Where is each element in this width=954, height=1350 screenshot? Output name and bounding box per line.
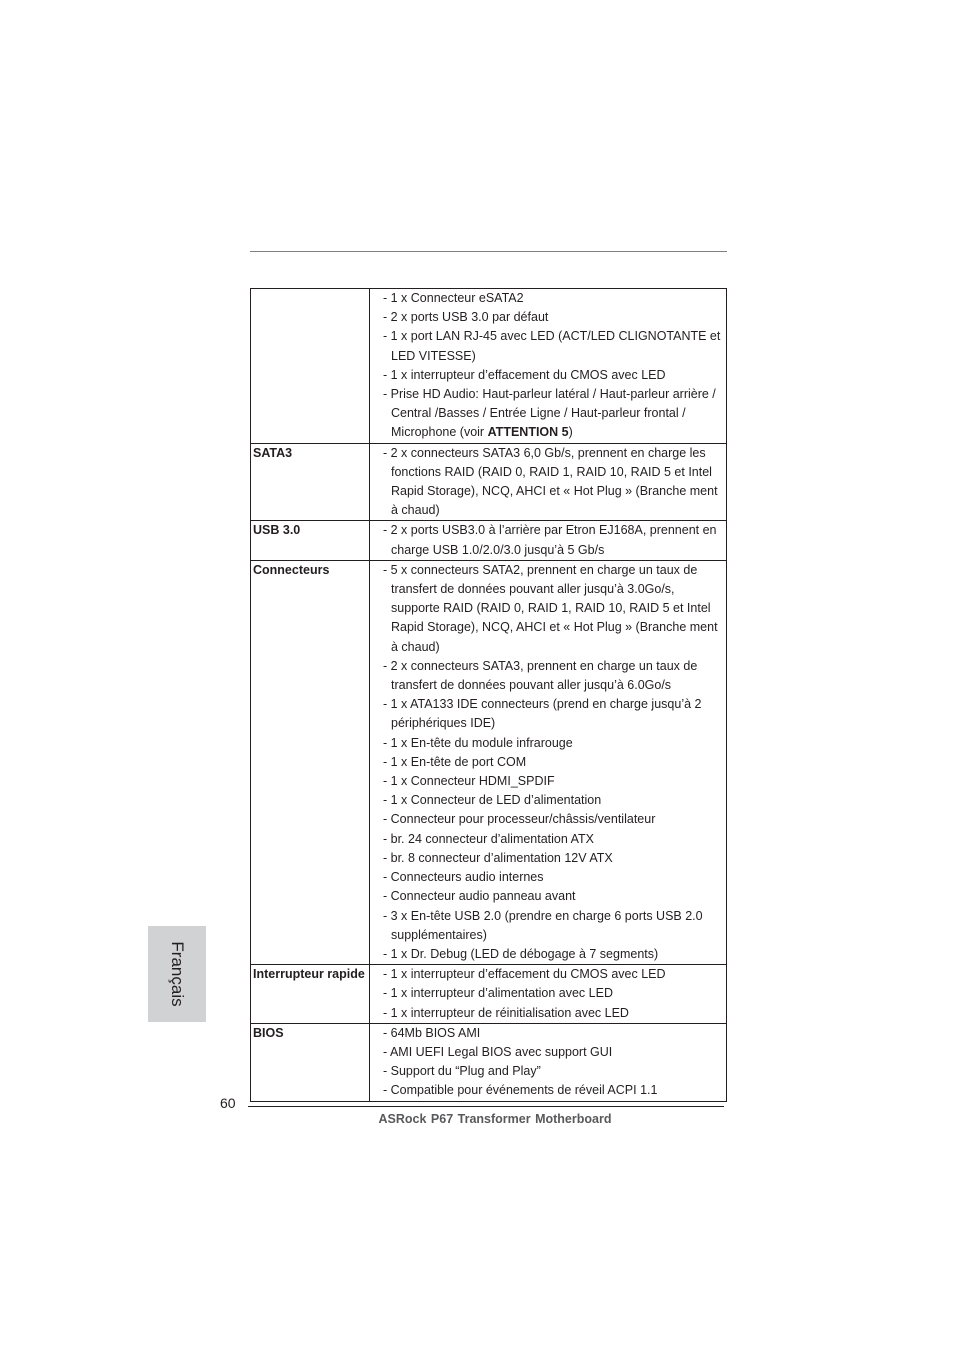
list-item: - 1 x interrupteur de réinitialisation avec LED	[383, 1005, 629, 1020]
table-row	[251, 289, 727, 444]
list-item: - 1 x Connecteur HDMI_SPDIF	[383, 774, 555, 789]
footer-title: ASRock P67 Transformer Motherboard	[378, 1112, 612, 1126]
row-label: USB 3.0	[251, 521, 370, 560]
list-item: - 2 x ports USB3.0 à l’arrière par Etron EJ168A, prennent en charge USB 1.0/2.0/3.0 jusqu’à 5 Gb/s	[383, 523, 717, 557]
table-row	[251, 1023, 727, 1101]
row-label: BIOS	[251, 1023, 370, 1101]
list-item: - AMI UEFI Legal BIOS avec support GUI	[383, 1044, 613, 1059]
spec-table	[250, 288, 727, 1102]
list-item: - 1 x En-tête du module infrarouge	[383, 735, 573, 750]
list-item: - 1 x interrupteur d’alimentation avec LED	[383, 986, 613, 1001]
language-side-tab	[148, 926, 206, 1022]
footer-rule	[248, 1106, 724, 1107]
row-label: SATA3	[251, 443, 370, 521]
row-content	[370, 560, 727, 964]
list-item: - 1 x port LAN RJ-45 avec LED (ACT/LED CLIGNOTANTE et LED VITESSE)	[383, 329, 721, 363]
list-item: - 5 x connecteurs SATA2, prennent en charge un taux de transfert de données pouvant aller jusqu’à 3.0Go/s, supporte RAID (RAID 0, RAID 1, RAID 10, RAID 5 et Intel Rapid Storage), NCQ, AHCI et « Hot Plug » (Branche ment à chaud)	[383, 562, 718, 654]
row-content	[370, 443, 727, 521]
row-label: Interrupteur rapide	[251, 965, 370, 1024]
list-item: - 1 x En-tête de port COM	[383, 754, 527, 769]
table-row	[251, 443, 727, 521]
list-item: - br. 24 connecteur d’alimentation ATX	[383, 831, 594, 846]
row-content	[370, 1023, 727, 1101]
list-item: - 1 x interrupteur d’effacement du CMOS avec LED	[383, 367, 666, 382]
top-rule	[250, 251, 727, 252]
table-row	[251, 560, 727, 964]
list-item: - Connecteur audio panneau avant	[383, 889, 576, 904]
row-label	[251, 289, 370, 444]
list-item: - Support du “Plug and Play”	[383, 1064, 541, 1079]
list-item: - 1 x interrupteur d’effacement du CMOS avec LED	[383, 967, 666, 982]
language-tab-label: Français	[168, 941, 187, 1007]
row-content	[370, 521, 727, 560]
attention-note: ATTENTION 5	[487, 425, 569, 440]
list-item: - 3 x En-tête USB 2.0 (prendre en charge 6 ports USB 2.0 supplémentaires)	[383, 908, 703, 942]
list-item: - Compatible pour événements de réveil ACPI 1.1	[383, 1083, 658, 1098]
list-item: - 2 x ports USB 3.0 par défaut	[383, 310, 549, 325]
list-item: - 2 x connecteurs SATA3, prennent en charge un taux de transfert de données pouvant aller jusqu’à 6.0Go/s	[383, 658, 698, 693]
list-item: - 1 x Dr. Debug (LED de débogage à 7 segments)	[383, 946, 659, 961]
list-item: - 1 x ATA133 IDE connecteurs (prend en charge jusqu’à 2 périphériques IDE)	[383, 697, 702, 731]
table-row	[251, 521, 727, 560]
list-item: - br. 8 connecteur d’alimentation 12V ATX	[383, 850, 613, 865]
row-content	[370, 289, 727, 444]
list-item: - Connecteur pour processeur/châssis/ventilateur	[383, 812, 656, 827]
table-row	[251, 965, 727, 1024]
row-content	[370, 965, 727, 1024]
list-item-text: - Prise HD Audio: Haut-parleur latéral / Haut-parleur arrière / Central /Basses / Entrée Ligne / Haut-parleur frontal / Microphone (voir	[383, 387, 716, 440]
list-item: - 64Mb BIOS AMI	[383, 1025, 481, 1040]
list-item	[383, 385, 724, 443]
list-item: - 1 x Connecteur de LED d’alimentation	[383, 793, 602, 808]
list-item: - 2 x connecteurs SATA3 6,0 Gb/s, prennent en charge les fonctions RAID (RAID 0, RAID 1, RAID 10, RAID 5 et Intel Rapid Storage), NCQ, AHCI et « Hot Plug » (Branche ment à chaud)	[383, 445, 718, 518]
page-number: 60	[220, 1095, 236, 1111]
row-label: Connecteurs	[251, 560, 370, 964]
list-item-text: )	[568, 425, 573, 440]
list-item: - 1 x Connecteur eSATA2	[383, 291, 524, 305]
list-item: - Connecteurs audio internes	[383, 870, 544, 885]
